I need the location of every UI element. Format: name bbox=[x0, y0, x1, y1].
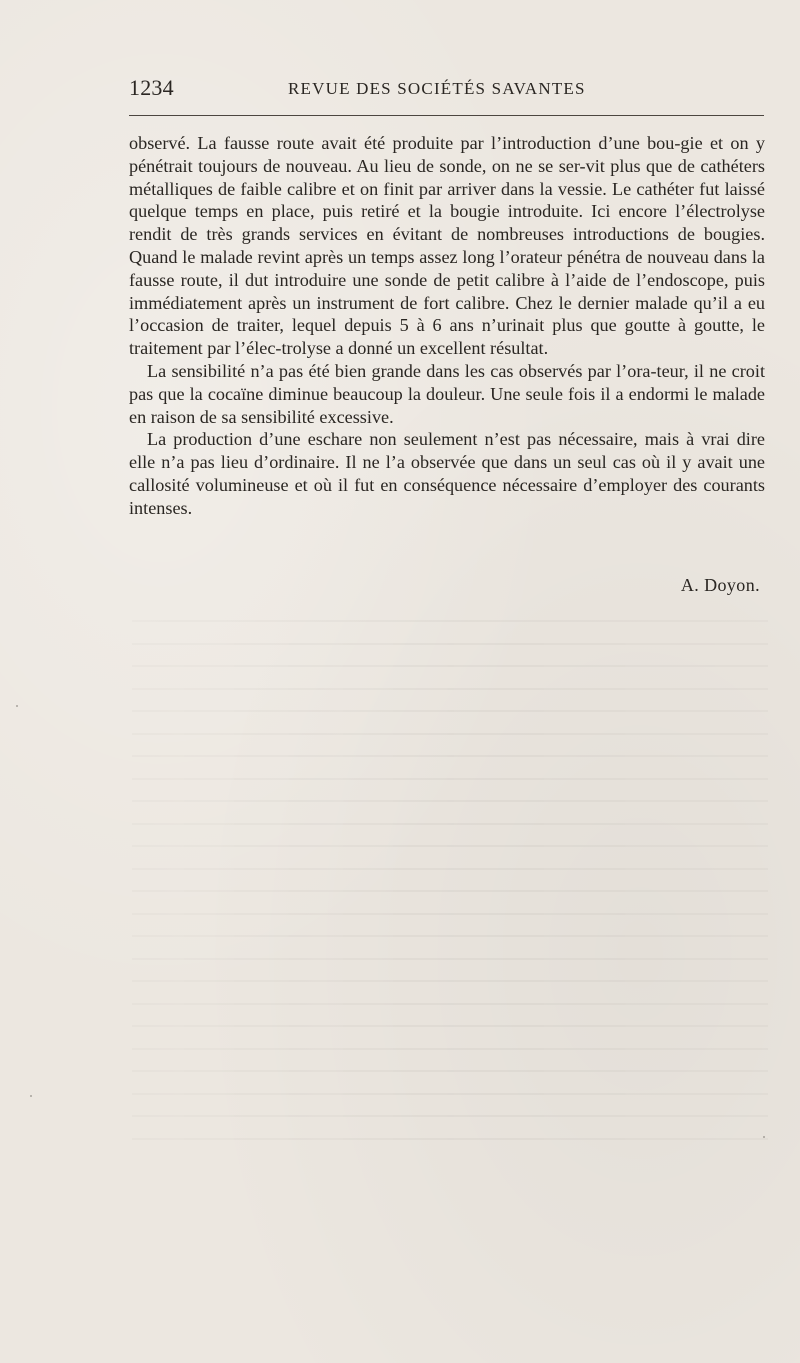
paper-speck bbox=[763, 1136, 765, 1138]
running-title: REVUE DES SOCIÉTÉS SAVANTES bbox=[288, 79, 586, 98]
article-body bbox=[129, 132, 765, 520]
paragraph-2: La sensibilité n’a pas été bien grande dans les cas observés par l’ora-teur, il ne croit pas que la cocaïne diminue beaucoup la douleur. Une seule fois il a endormi le malade en raison de sa sensibilité excessive. bbox=[129, 360, 765, 427]
author-signature: A. Doyon. bbox=[680, 575, 760, 595]
paragraph-3: La production d’une eschare non seulement n’est pas nécessaire, mais à vrai dire elle n’a pas lieu d’ordinaire. Il ne l’a observée que dans un seul cas où il y avait une callosité volumineuse et où il fut en conséquence nécessaire d’employer des courants intenses. bbox=[129, 429, 765, 518]
header-rule bbox=[129, 115, 764, 116]
page-number: 1234 bbox=[129, 75, 174, 100]
paper-speck bbox=[30, 1095, 32, 1097]
paragraph-1: observé. La fausse route avait été produite par l’introduction d’une bou-gie et on y pénétrait toujours de nouveau. Au lieu de sonde, on ne se ser-vit plus que de cathéters métalliques de faible calibre et on finit par arriver dans la vessie. Le cathéter fut laissé quelque temps en place, puis retiré et la bougie introduite. Ici encore l’électrolyse rendit de très grands services en évitant de nombreuses introductions de bougies. Quand le malade revint après un temps assez long l’orateur pénétra de nouveau dans la fausse route, il dut introduire une sonde de petit calibre à l’aide de l’endoscope, puis immédiatement après un instrument de fort calibre. Chez le dernier malade qu’il a eu l’occasion de traiter, lequel depuis 5 à 6 ans n’urinait plus que goutte à goutte, le traitement par l’élec-trolyse a donné un excellent résultat. bbox=[129, 133, 765, 359]
show-through-texture bbox=[132, 620, 768, 1220]
paper-speck bbox=[16, 705, 18, 707]
page-header bbox=[129, 74, 764, 104]
